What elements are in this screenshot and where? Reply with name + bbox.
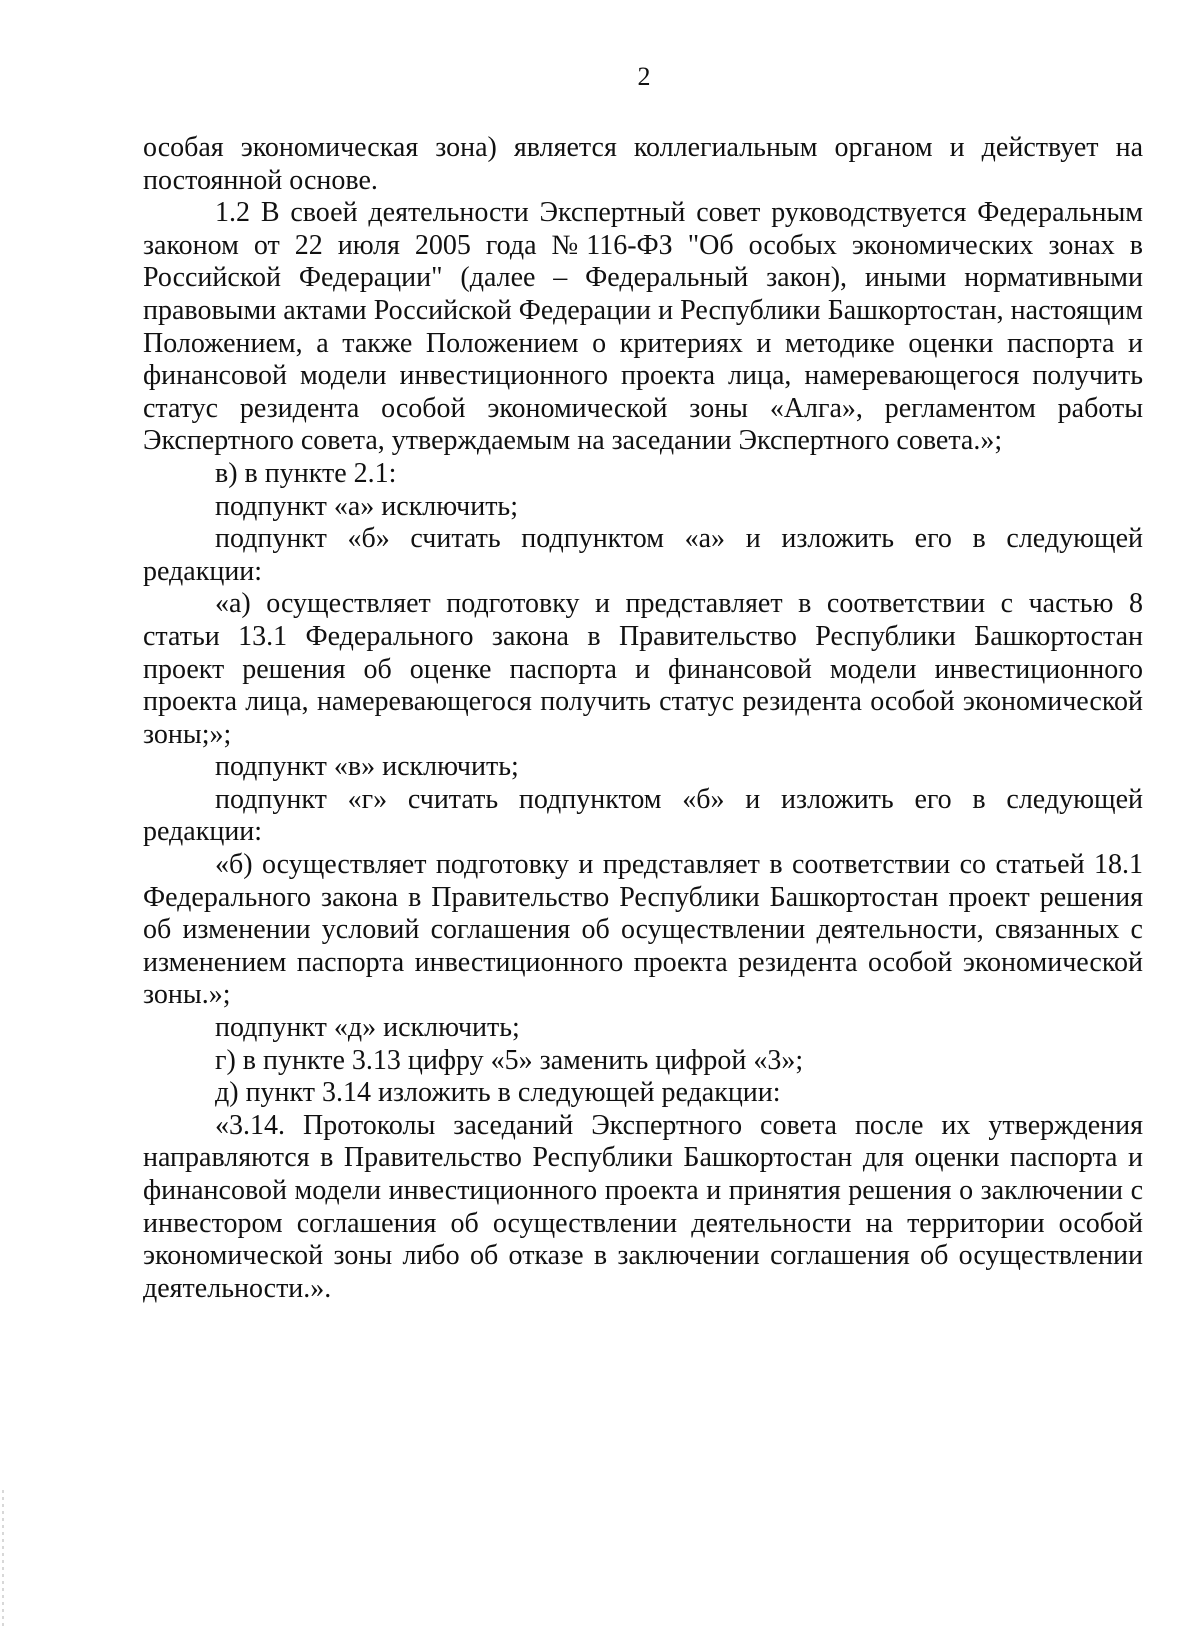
paragraph-quoted-3-14: «3.14. Протоколы заседаний Экспертного совета после их утверждения направляются в Правительство Республики Башкортостан для оценки паспорта и финансовой модели инвестиционного проекта и принятия решения о заключении с инвестором соглашения об осуществлении деятельности на территории особой экономической зоны либо об отказе в заключении соглашения об осуществлении деятельности.». — [143, 1109, 1143, 1304]
paragraph-subitem-d-exclude: подпункт «д» исключить; — [215, 1012, 520, 1044]
paragraph-item-d: д) пункт 3.14 изложить в следующей редакции: — [215, 1077, 781, 1109]
paragraph-item-v: в) в пункте 2.1: — [215, 457, 397, 489]
paragraph-item-g: г) в пункте 3.13 цифру «5» заменить цифрой «3»; — [215, 1044, 804, 1076]
paragraph-subitem-a-exclude: подпункт «а» исключить; — [215, 490, 518, 522]
paragraph-continuation: особая экономическая зона) является коллегиальным органом и действует на постоянной основе. — [143, 132, 1143, 196]
paragraph-subitem-g-rename: подпункт «г» считать подпунктом «б» и изложить его в следующей редакции: — [143, 783, 1143, 848]
paragraph-subitem-b-rename: подпункт «б» считать подпунктом «а» и изложить его в следующей редакции: — [143, 523, 1143, 587]
page-number: 2 — [637, 62, 651, 91]
scan-edge-marks — [2, 1490, 4, 1630]
document-body — [143, 132, 1143, 1305]
paragraph-quoted-b: «б) осуществляет подготовку и представляет в соответствии со статьей 18.1 Федерального закона в Правительство Республики Башкортостан проект решения об изменении условий соглашения об осуществлении деятельности, связанных с изменением паспорта инвестиционного проекта резидента особой экономической зоны.»; — [143, 849, 1143, 1011]
paragraph-1-2: 1.2 В своей деятельности Экспертный совет руководствуется Федеральным законом от 22 июля 2005 года №116-ФЗ "Об особых экономических зонах в Российской Федерации" (далее – Федеральный закон), иными нормативными правовыми актами Российской Федерации и Республики Башкортостан, настоящим Положением, а также Положением о критериях и методике оценки паспорта и финансовой модели инвестиционного проекта лица, намеревающегося получить статус резидента особой экономической зоны «Алга», регламентом работы Экспертного совета, утверждаемым на заседании Экспертного совета.»; — [143, 197, 1143, 457]
paragraph-quoted-a: «а) осуществляет подготовку и представляет в соответствии с частью 8 статьи 13.1 Федерального закона в Правительство Республики Башкортостан проект решения об оценке паспорта и финансовой модели инвестиционного проекта лица, намеревающегося получить статус резидента особой экономической зоны;»; — [143, 588, 1143, 750]
paragraph-subitem-v-exclude: подпункт «в» исключить; — [215, 751, 519, 783]
